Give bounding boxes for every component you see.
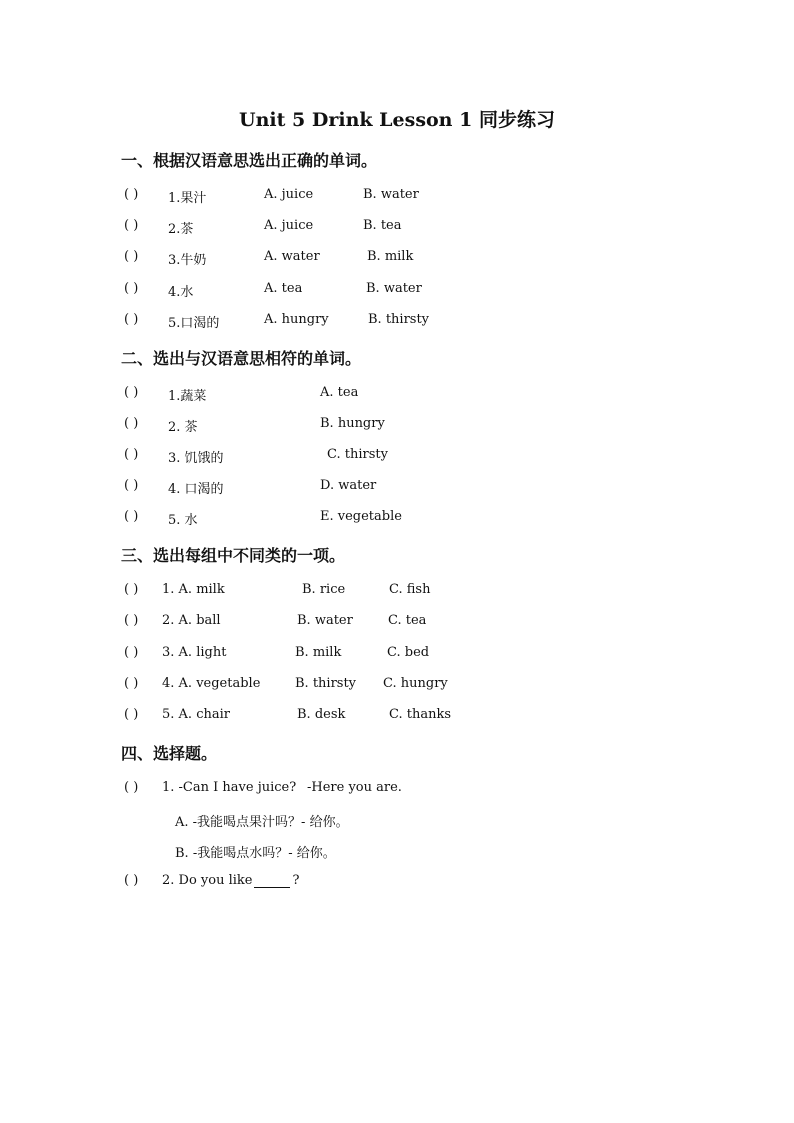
option-b: B. milk [367, 249, 414, 264]
answer-paren[interactable]: ( ) [124, 249, 139, 264]
option-b: B. thirsty [295, 676, 357, 691]
answer-paren[interactable]: ( ) [124, 645, 139, 660]
question: 1.果汁 [168, 191, 207, 206]
answer-paren[interactable]: ( ) [124, 707, 139, 722]
answer-paren[interactable]: ( ) [124, 873, 139, 888]
section-2-heading: 二、选出与汉语意思相符的单词。 [121, 349, 362, 368]
question-text-before: 2. Do you like [162, 873, 253, 888]
answer-paren[interactable]: ( ) [124, 582, 139, 597]
section-1-heading: 一、根据汉语意思选出正确的单词。 [121, 151, 378, 170]
option: C. thirsty [327, 447, 388, 462]
s4-q1-option-a: A. -我能喝点果汁吗？- 给你。 [175, 815, 349, 830]
question: 3.牛奶 [168, 253, 207, 268]
option: B. hungry [320, 416, 385, 431]
option-b: B. water [366, 281, 422, 296]
option-b: B. thirsty [368, 312, 430, 327]
option-a: 1. A. milk [162, 582, 225, 597]
reply-text: -Here you are. [307, 780, 402, 795]
answer-blank[interactable] [254, 875, 290, 888]
option-a: A. tea [264, 281, 303, 296]
question: 4. 口渴的 [168, 482, 224, 497]
question: 1.蔬菜 [168, 389, 207, 404]
option-b: B. desk [297, 707, 346, 722]
answer-paren[interactable]: ( ) [124, 385, 139, 400]
option-b: B. water [297, 613, 353, 628]
option-b: B. rice [302, 582, 346, 597]
option-a: A. water [264, 249, 320, 264]
answer-paren[interactable]: ( ) [124, 312, 139, 327]
s4-q1-option-b: B. -我能喝点水吗？- 给你。 [175, 846, 336, 861]
option-b: B. water [363, 187, 419, 202]
option: E. vegetable [320, 509, 402, 524]
question: 5.口渴的 [168, 316, 220, 331]
answer-paren[interactable]: ( ) [124, 613, 139, 628]
question: 5. 水 [168, 513, 198, 528]
option-a: 4. A. vegetable [162, 676, 261, 691]
answer-paren[interactable]: ( ) [124, 676, 139, 691]
answer-paren[interactable]: ( ) [124, 780, 139, 795]
question: 2.茶 [168, 222, 194, 237]
answer-paren[interactable]: ( ) [124, 509, 139, 524]
answer-paren[interactable]: ( ) [124, 478, 139, 493]
option-c: C. fish [389, 582, 431, 597]
option-a: A. hungry [264, 312, 329, 327]
option-c: C. hungry [383, 676, 448, 691]
question-text: 1. -Can I have juice? [162, 780, 297, 795]
option: A. tea [320, 385, 359, 400]
option-b: B. tea [363, 218, 402, 233]
page-title: Unit 5 Drink Lesson 1 同步练习 [239, 109, 555, 131]
answer-paren[interactable]: ( ) [124, 447, 139, 462]
option-c: C. bed [387, 645, 430, 660]
option-a: A. juice [264, 187, 314, 202]
option-a: 5. A. chair [162, 707, 230, 722]
question: 4.水 [168, 285, 194, 300]
question-text-after: ? [292, 873, 300, 888]
question: 2. 茶 [168, 420, 198, 435]
question: 3. 饥饿的 [168, 451, 224, 466]
section-3-heading: 三、选出每组中不同类的一项。 [121, 546, 346, 565]
option: D. water [320, 478, 377, 493]
option-a: 2. A. ball [162, 613, 221, 628]
option-b: B. milk [295, 645, 342, 660]
option-a: A. juice [264, 218, 314, 233]
answer-paren[interactable]: ( ) [124, 281, 139, 296]
answer-paren[interactable]: ( ) [124, 416, 139, 431]
question-text [162, 873, 299, 888]
option-a: 3. A. light [162, 645, 227, 660]
option-c: C. thanks [389, 707, 452, 722]
option-c: C. tea [388, 613, 427, 628]
section-4-heading: 四、选择题。 [121, 744, 218, 763]
answer-paren[interactable]: ( ) [124, 218, 139, 233]
answer-paren[interactable]: ( ) [124, 187, 139, 202]
